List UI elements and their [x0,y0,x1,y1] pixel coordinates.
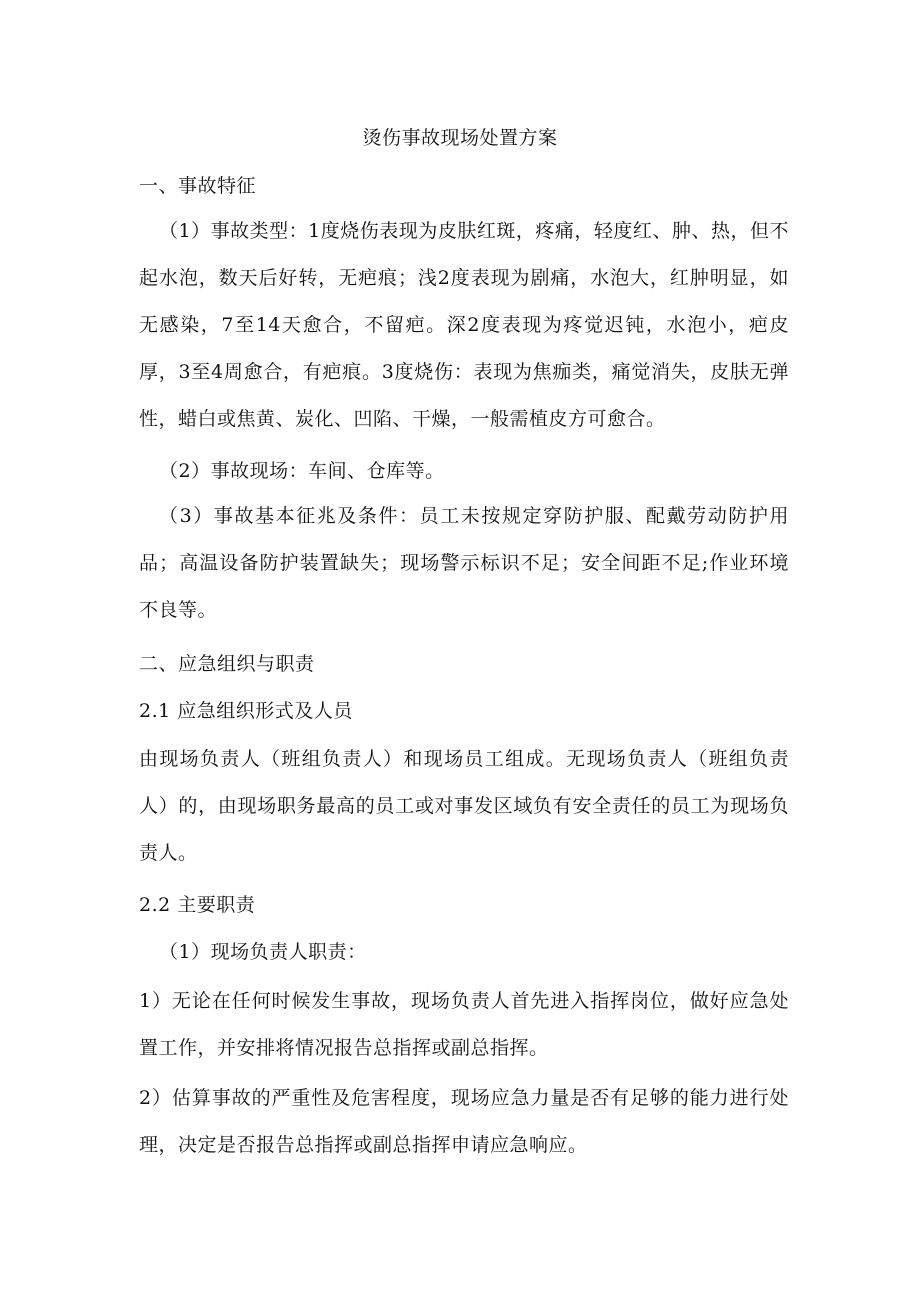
section-1-paragraph-1: （1）事故类型：1度烧伤表现为皮肤红斑，疼痛，轻度红、肿、热，但不起水泡，数天后好转，无疤痕；浅2度表现为剧痛，水泡大，红肿明显，如无感染，7至14天愈合，不留疤。深2度表现为疼觉迟钝，水泡小，疤皮厚，3至4周愈合，有疤痕。3度烧伤：表现为焦痂类，痛觉消失，皮肤无弹性，蜡白或焦黄、炭化、凹陷、干燥，一般需植皮方可愈合。 [139,220,789,430]
duty-item-2: 2）估算事故的严重性及危害程度，现场应急力量是否有足够的能力进行处理，决定是否报告总指挥或副总指挥申请应急响应。 [139,1087,789,1156]
duty-item-1: 1）无论在任何时候发生事故，现场负责人首先进入指挥岗位，做好应急处置工作，并安排将情况报告总指挥或副总指挥。 [139,990,789,1059]
section-2-heading: 二、应急组织与职责 [139,653,315,675]
section-1-paragraph-2: （2）事故现场：车间、仓库等。 [159,460,445,482]
document-title: 烫伤事故现场处置方案 [362,127,558,149]
section-1-paragraph-3: （3）事故基本征兆及条件：员工未按规定穿防护服、配戴劳动防护用品；高温设备防护装置缺失；现场警示标识不足；安全间距不足;作业环境不良等。 [139,505,789,621]
section-2-2-heading: 2.2 主要职责 [139,894,256,916]
section-2-1-heading: 2.1 应急组织形式及人员 [139,700,353,722]
section-2-2-subheading: （1）现场负责人职责： [159,941,367,963]
section-2-1-paragraph: 由现场负责人（班组负责人）和现场员工组成。无现场负责人（班组负责人）的，由现场职务最高的员工或对事发区域负有安全责任的员工为现场负责人。 [139,748,789,864]
section-1-heading: 一、事故特征 [139,175,257,197]
